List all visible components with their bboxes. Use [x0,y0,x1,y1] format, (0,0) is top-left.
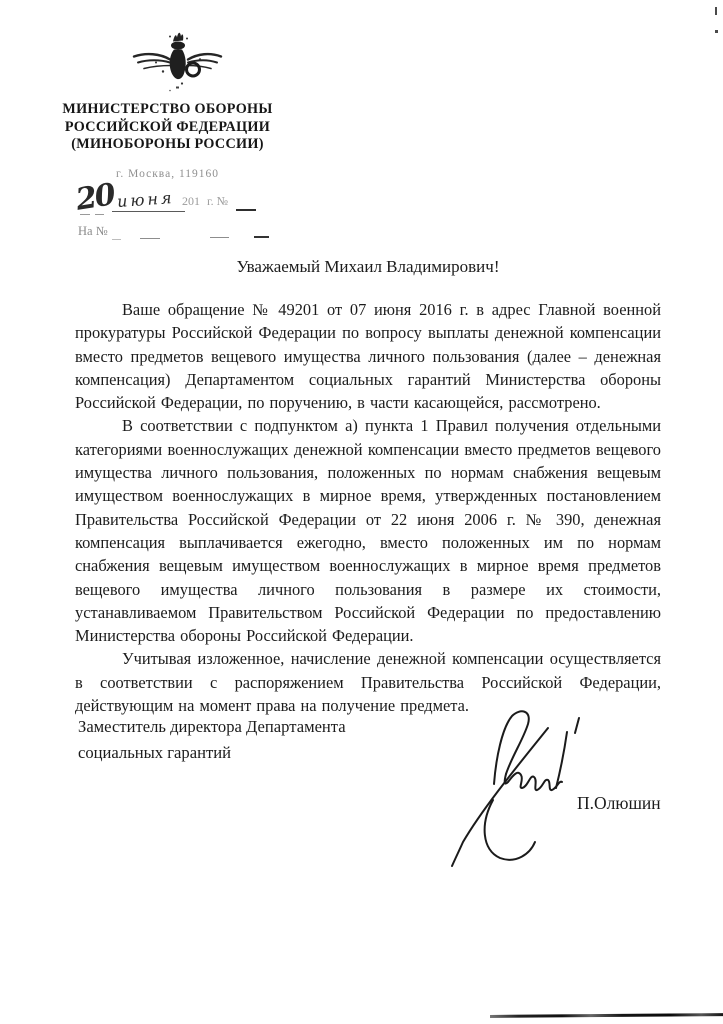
org-line-2: РОССИЙСКОЙ ФЕДЕРАЦИИ [64,118,271,135]
printed-year-stub: 201 [182,194,200,208]
printed-number-label: г. № [207,194,229,208]
org-address: г. Москва, 119160 [115,168,220,180]
org-name-block [60,101,275,154]
scan-speck [715,7,717,15]
signature-title [78,714,346,766]
handwritten-date-month: июня [116,188,176,211]
reference-blank-b [140,238,160,239]
date-underline [112,211,185,212]
reference-blank-a [112,239,121,240]
paragraph-2: В соответствии с подпунктом а) пункта 1 Правил получения отдельными категориями военнослужащих денежной компенсации вместо предметов вещевого имущества личного пользования, положенных по нормам снабжения вещевым имуществом военнослужащих в мирное время, утвержденных постановлением Правительства Российской Федерации от 22 июня 2006 г. № 390, денежная компенсация выплачивается ежегодно, вместо положенных им по нормам снабжения вещевым имуществом военнослужащих в мирное время предметов вещевого имущества личного пользования в размере их стоимости, устанавливаемом Правительством Российской Федерации по предоставлению Министерства обороны Российской Федерации. [75,416,661,646]
letter-body [75,257,661,717]
number-blank-line [236,209,256,211]
handwritten-signature-icon [438,688,588,868]
mod-eagle-emblem-icon [130,29,225,92]
scan-edge-bar [490,1013,723,1018]
scan-speck [715,30,718,33]
reference-label: На № [78,224,108,238]
reference-blank-d [254,236,269,238]
salutation: Уважаемый Михаил Владимирович! [236,257,500,276]
signature-title-line-2: социальных гарантий [78,743,231,762]
day-underline-a [80,214,90,215]
reference-blank-c [210,237,229,238]
signature-title-line-1: Заместитель директора Департамента [78,717,346,736]
handwritten-date-day: 20 [73,177,117,218]
day-underline-b [95,214,104,215]
org-line-1: МИНИСТЕРСТВО ОБОРОНЫ [62,101,273,117]
paragraph-1: Ваше обращение № 49201 от 07 июня 2016 г. в адрес Главной военной прокуратуры Российской Федерации по вопросу выплаты денежной компенсации вместо предметов вещевого имущества личного пользования (далее – денежная компенсация) Департаментом социальных гарантий Министерства обороны Российской Федерации, по поручению, в части касающейся, рассмотрено. [75,300,661,413]
signer-name: П.Олюшин [577,793,661,813]
org-line-3: (МИНОБОРОНЫ РОССИИ) [71,136,264,152]
paragraph-3: Учитывая изложенное, начисление денежной компенсации осуществляется в соответствии с распоряжением Правительства Российской Федерации, действующим на момент права на получение предмета. [75,649,661,716]
